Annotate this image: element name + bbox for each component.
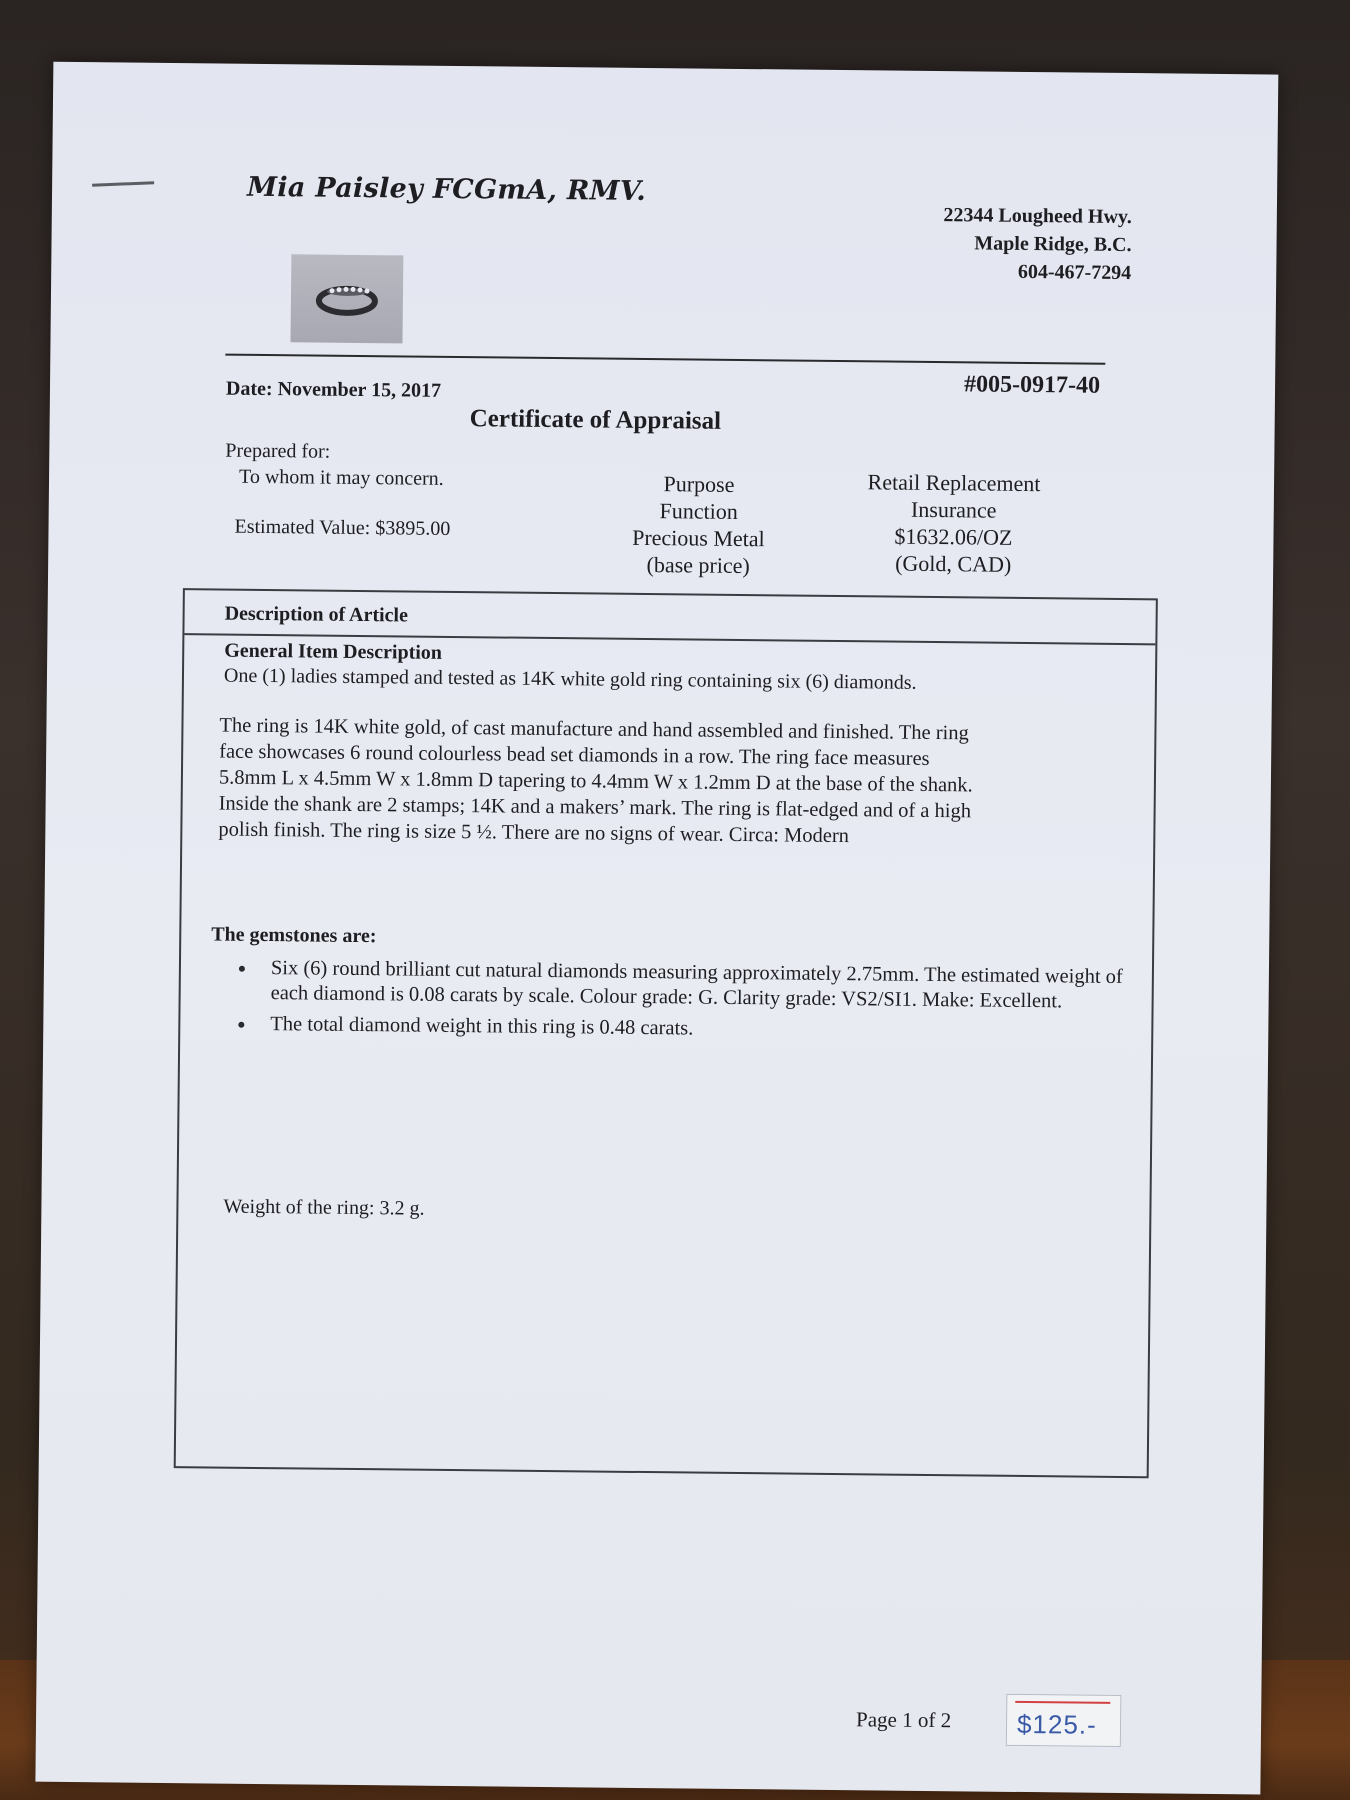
label-function: Function [659, 498, 738, 524]
ring-photo [290, 254, 403, 343]
header-divider [225, 354, 1105, 365]
paragraph-line: face showcases 6 round colourless bead set diamonds in a row. The ring face measures [219, 740, 930, 770]
estimated-value: Estimated Value: $3895.00 [234, 515, 451, 540]
prepared-for-label: Prepared for: [225, 439, 331, 463]
description-box-title: Description of Article [184, 590, 1155, 645]
general-description-line: One (1) ladies stamped and tested as 14K white gold ring containing six (6) diamonds. [223, 664, 917, 694]
label-precious-metal: Precious Metal [632, 524, 765, 552]
page-number: Page 1 of 2 [855, 1707, 952, 1733]
margin-pen-mark [92, 181, 154, 187]
list-item [220, 1012, 1140, 1047]
appraisal-date: Date: November 15, 2017 [225, 377, 442, 402]
price-sticker-value: $125.- [1016, 1708, 1097, 1740]
value-function: Insurance [910, 496, 997, 523]
list-item [221, 956, 1141, 1016]
label-purpose: Purpose [663, 471, 735, 497]
ring-description-paragraph [218, 713, 1149, 853]
price-sticker [1006, 1694, 1122, 1747]
value-purpose: Retail Replacement [867, 469, 1041, 497]
price-sticker-rule [1015, 1701, 1110, 1704]
gemstone-detail: Six (6) round brilliant cut natural diamonds measuring approximately 2.75mm. The estimated weight of each diamond is 0.08 carats by scale. Colour grade: G. Clarity grade: VS2/SI1. Make: Excellent. [270, 957, 1123, 1013]
description-box [174, 588, 1158, 1478]
value-metal-currency: (Gold, CAD) [895, 550, 1012, 577]
address-phone: 604-467-7294 [1017, 260, 1132, 285]
paragraph-line: The ring is 14K white gold, of cast manufacture and hand assembled and finished. The ring [219, 714, 969, 745]
paragraph-line: 5.8mm L x 4.5mm W x 1.8mm D tapering to 4.4mm W x 1.2mm D at the base of the shank. [218, 766, 973, 797]
general-description-heading: General Item Description [224, 639, 443, 664]
paragraph-line: polish finish. The ring is size 5 ½. There are no signs of wear. Circa: Modern [218, 818, 850, 848]
ring-icon [312, 278, 382, 319]
ring-weight: Weight of the ring: 3.2 g. [223, 1195, 425, 1220]
gemstone-total: The total diamond weight in this ring is 0.48 carats. [270, 1013, 694, 1040]
document-title: Certificate of Appraisal [469, 405, 722, 435]
appraiser-name: Mia Paisley FCGmA, RMV. [246, 171, 647, 207]
bullet-icon [239, 966, 245, 972]
address-street: 22344 Lougheed Hwy. [943, 204, 1132, 229]
appraisal-document [35, 62, 1278, 1795]
label-base-price: (base price) [646, 552, 750, 579]
details-labels [598, 469, 799, 579]
gemstones-list [220, 956, 1141, 1053]
appraiser-address [711, 199, 1132, 287]
paragraph-line: Inside the shank are 2 stamps; 14K and a makers’ mark. The ring is flat-edged and of a high [218, 792, 972, 823]
address-city: Maple Ridge, B.C. [974, 232, 1132, 257]
details-values [838, 468, 1069, 578]
gemstones-heading: The gemstones are: [211, 923, 377, 948]
prepared-for-value: To whom it may concern. [238, 465, 444, 490]
certificate-number: #005-0917-40 [963, 371, 1101, 399]
value-metal-price: $1632.06/OZ [894, 523, 1013, 550]
bullet-icon [238, 1022, 244, 1028]
